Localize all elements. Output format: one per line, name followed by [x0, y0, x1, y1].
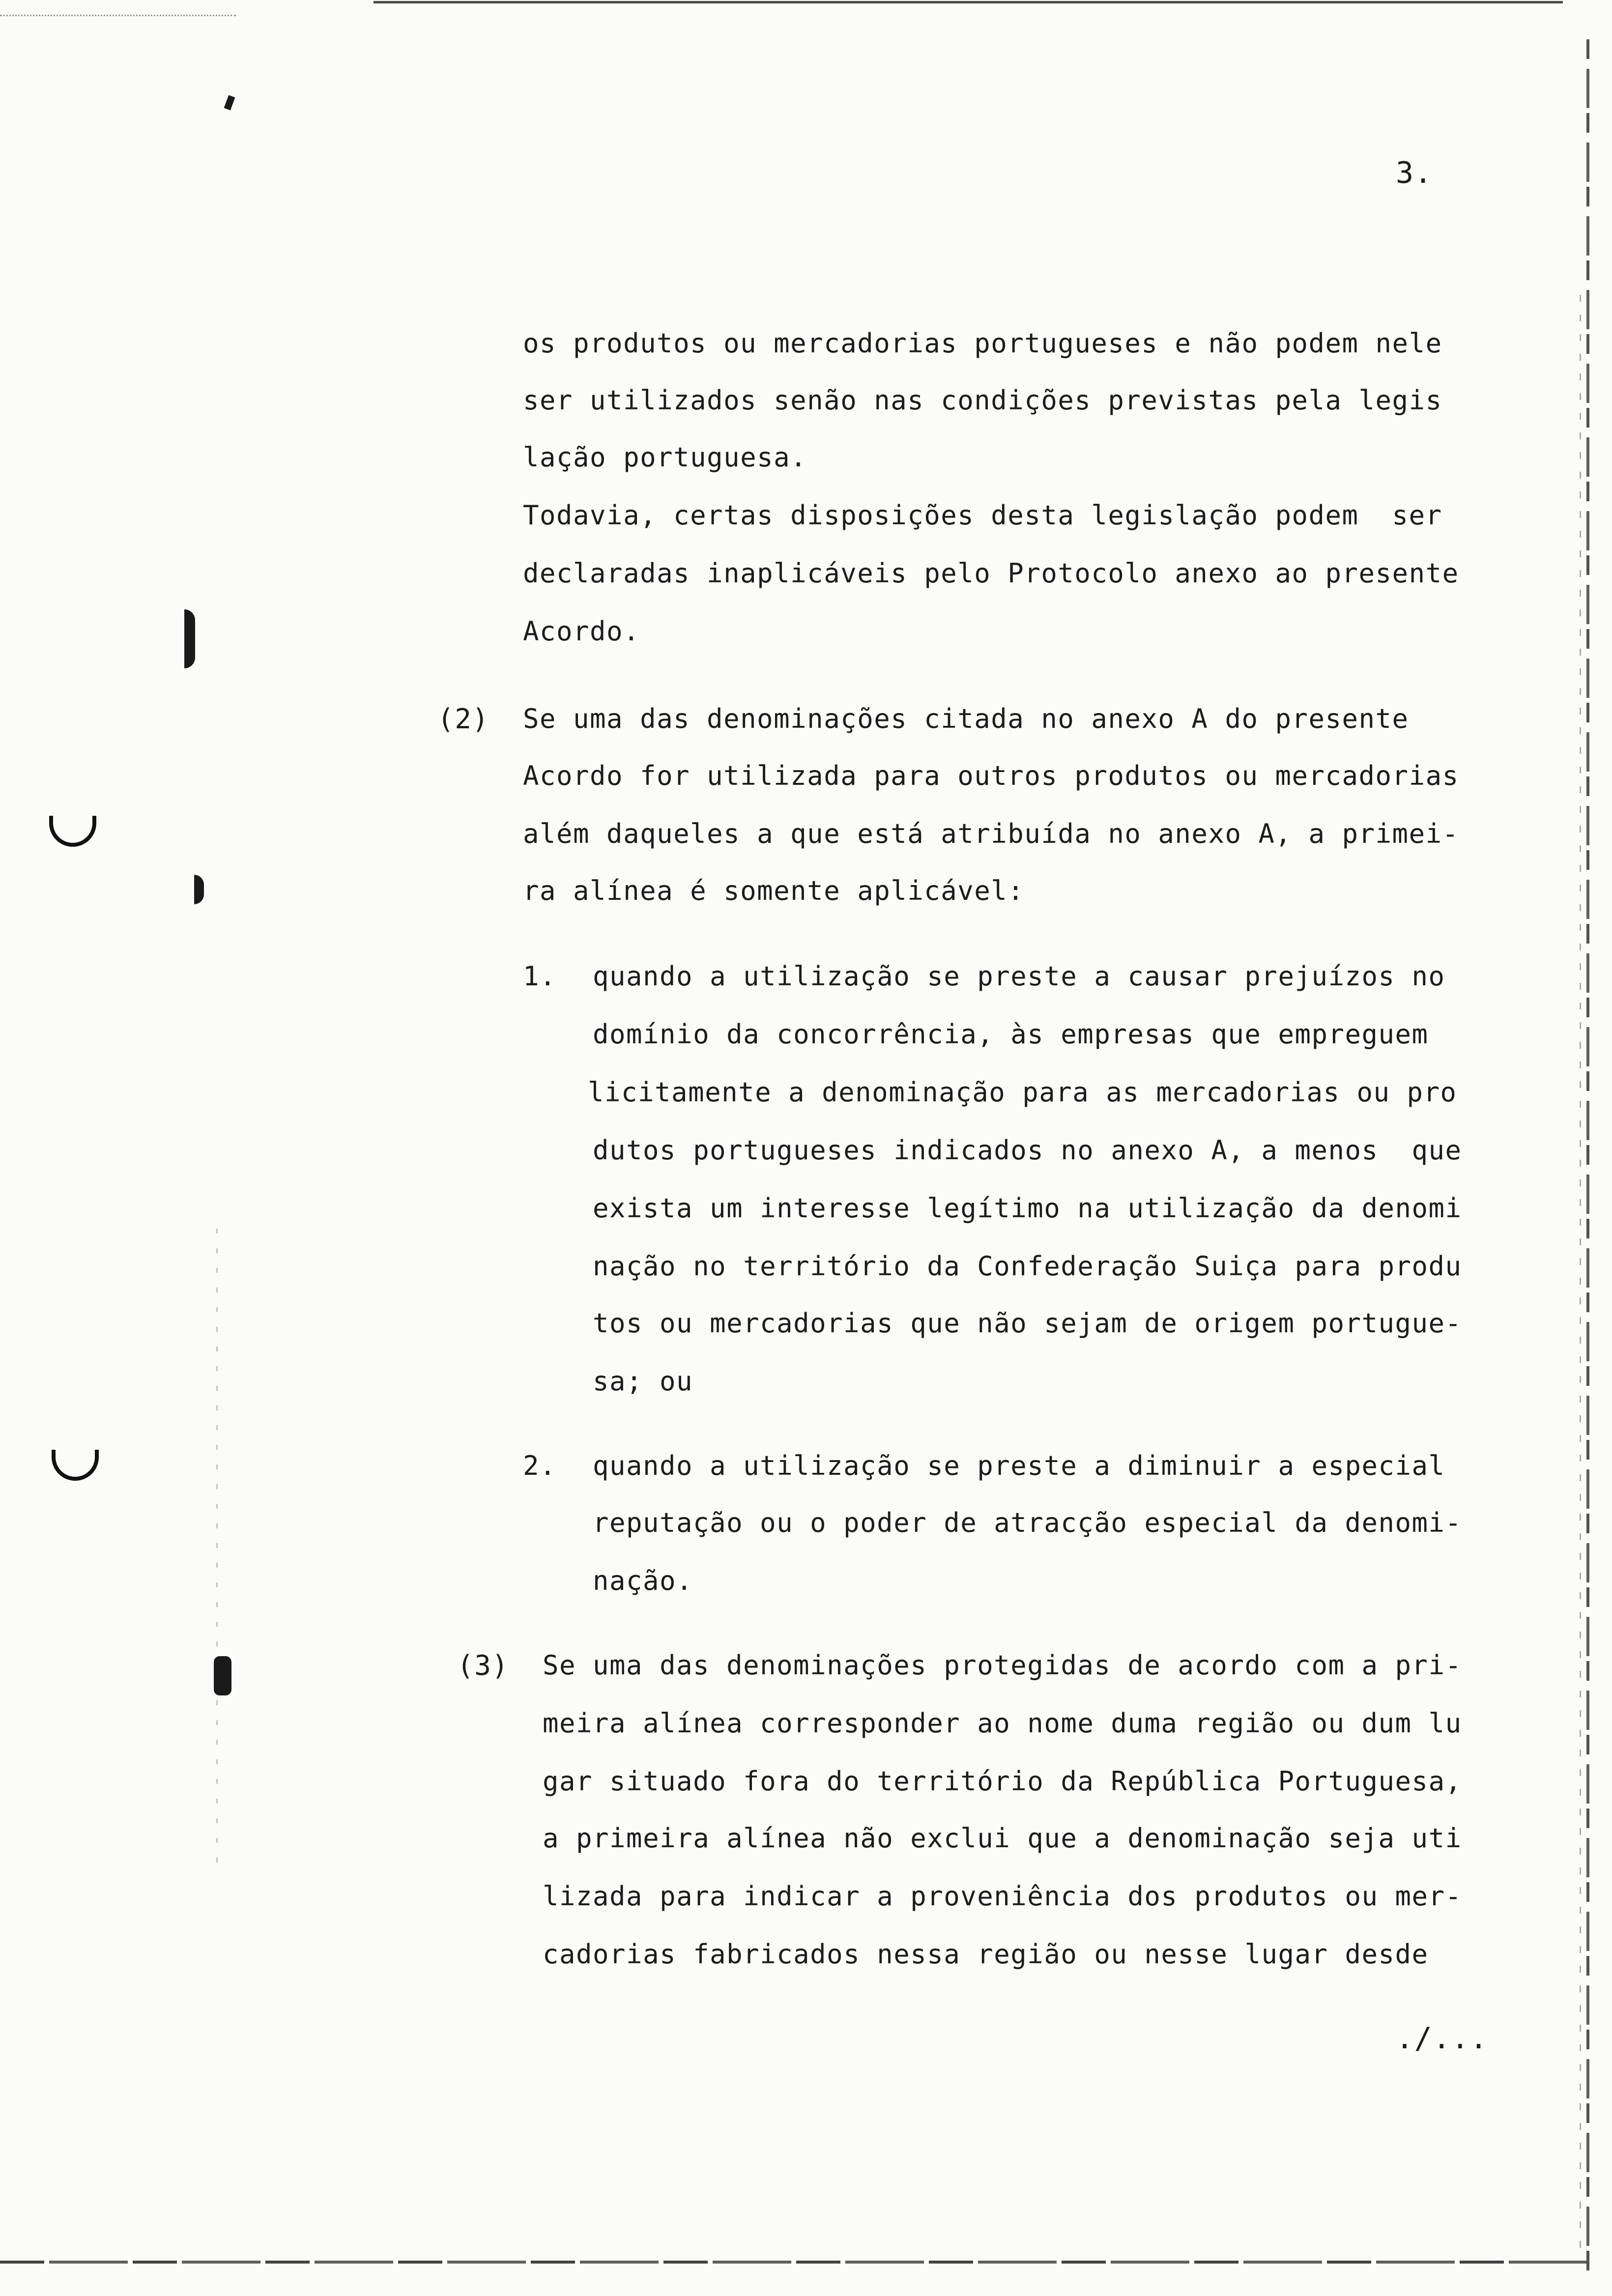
list-item-line: quando a utilização se preste a diminuir a especial — [593, 1450, 1445, 1481]
list-item-line: nação. — [593, 1565, 693, 1596]
punch-hole-mark — [52, 1450, 99, 1481]
list-item-number: 1. — [523, 961, 557, 992]
scan-margin-dashes — [216, 1229, 218, 1867]
scan-edge-right — [1586, 39, 1589, 2280]
body-line: gar situado fora do território da República Portuguesa, — [543, 1766, 1462, 1797]
body-line: meira alínea corresponder ao nome duma região ou dum lu — [543, 1708, 1462, 1739]
list-item-number: 2. — [523, 1450, 557, 1481]
body-line: cadorias fabricados nessa região ou nesse lugar desde — [543, 1939, 1429, 1970]
binding-mark — [184, 609, 195, 668]
body-line: ra alínea é somente aplicável: — [523, 875, 1025, 906]
binding-mark — [194, 875, 204, 904]
continuation-mark: ./... — [1396, 2021, 1489, 2056]
list-item-line: reputação ou o poder de atracção especial da denomi- — [593, 1507, 1462, 1538]
punch-hole-mark — [49, 816, 96, 847]
body-line: Todavia, certas disposições desta legislação podem ser — [523, 500, 1442, 531]
list-item-line: tos ou mercadorias que não sejam de origem portugue- — [593, 1308, 1462, 1339]
list-item-line: sa; ou — [593, 1366, 693, 1397]
body-line: a primeira alínea não exclui que a denominação seja uti — [543, 1823, 1462, 1854]
body-line: Acordo. — [523, 616, 640, 647]
body-line: Acordo for utilizada para outros produtos ou mercadorias — [523, 760, 1459, 791]
section-marker: (2) — [437, 703, 489, 735]
binding-mark — [214, 1656, 231, 1695]
body-line: Se uma das denominações citada no anexo A do presente — [523, 703, 1409, 734]
body-line: ser utilizados senão nas condições previstas pela legis — [523, 385, 1442, 416]
scan-edge-top-left — [0, 15, 236, 18]
scan-edge-top — [374, 1, 1563, 7]
list-item-line: dutos portugueses indicados no anexo A, a menos que — [593, 1135, 1462, 1166]
body-line: lizada para indicar a proveniência dos produtos ou mer- — [543, 1881, 1462, 1912]
list-item-line: domínio da concorrência, às empresas que empreguem — [593, 1019, 1429, 1050]
body-line: os produtos ou mercadorias portugueses e não podem nele — [523, 328, 1442, 359]
page-number: 3. — [1396, 156, 1433, 190]
body-line: Se uma das denominações protegidas de acordo com a pri- — [543, 1650, 1462, 1681]
list-item-line: nação no território da Confederação Suiça para produ — [593, 1251, 1462, 1282]
body-line: declaradas inaplicáveis pelo Protocolo anexo ao presente — [523, 558, 1459, 589]
scan-edge-bottom — [0, 2261, 1587, 2264]
list-item-line: exista um interesse legítimo na utilização da denomi — [593, 1193, 1462, 1224]
list-item-line: quando a utilização se preste a causar prejuízos no — [593, 961, 1445, 992]
scan-edge-right-inner — [1580, 295, 1581, 2261]
speck-mark — [224, 95, 235, 110]
list-item-line: licitamente a denominação para as mercadorias ou pro — [588, 1077, 1457, 1108]
section-marker: (3) — [457, 1650, 509, 1682]
body-line: lação portuguesa. — [523, 442, 807, 473]
body-line: além daqueles a que está atribuída no anexo A, a primei- — [523, 818, 1459, 849]
